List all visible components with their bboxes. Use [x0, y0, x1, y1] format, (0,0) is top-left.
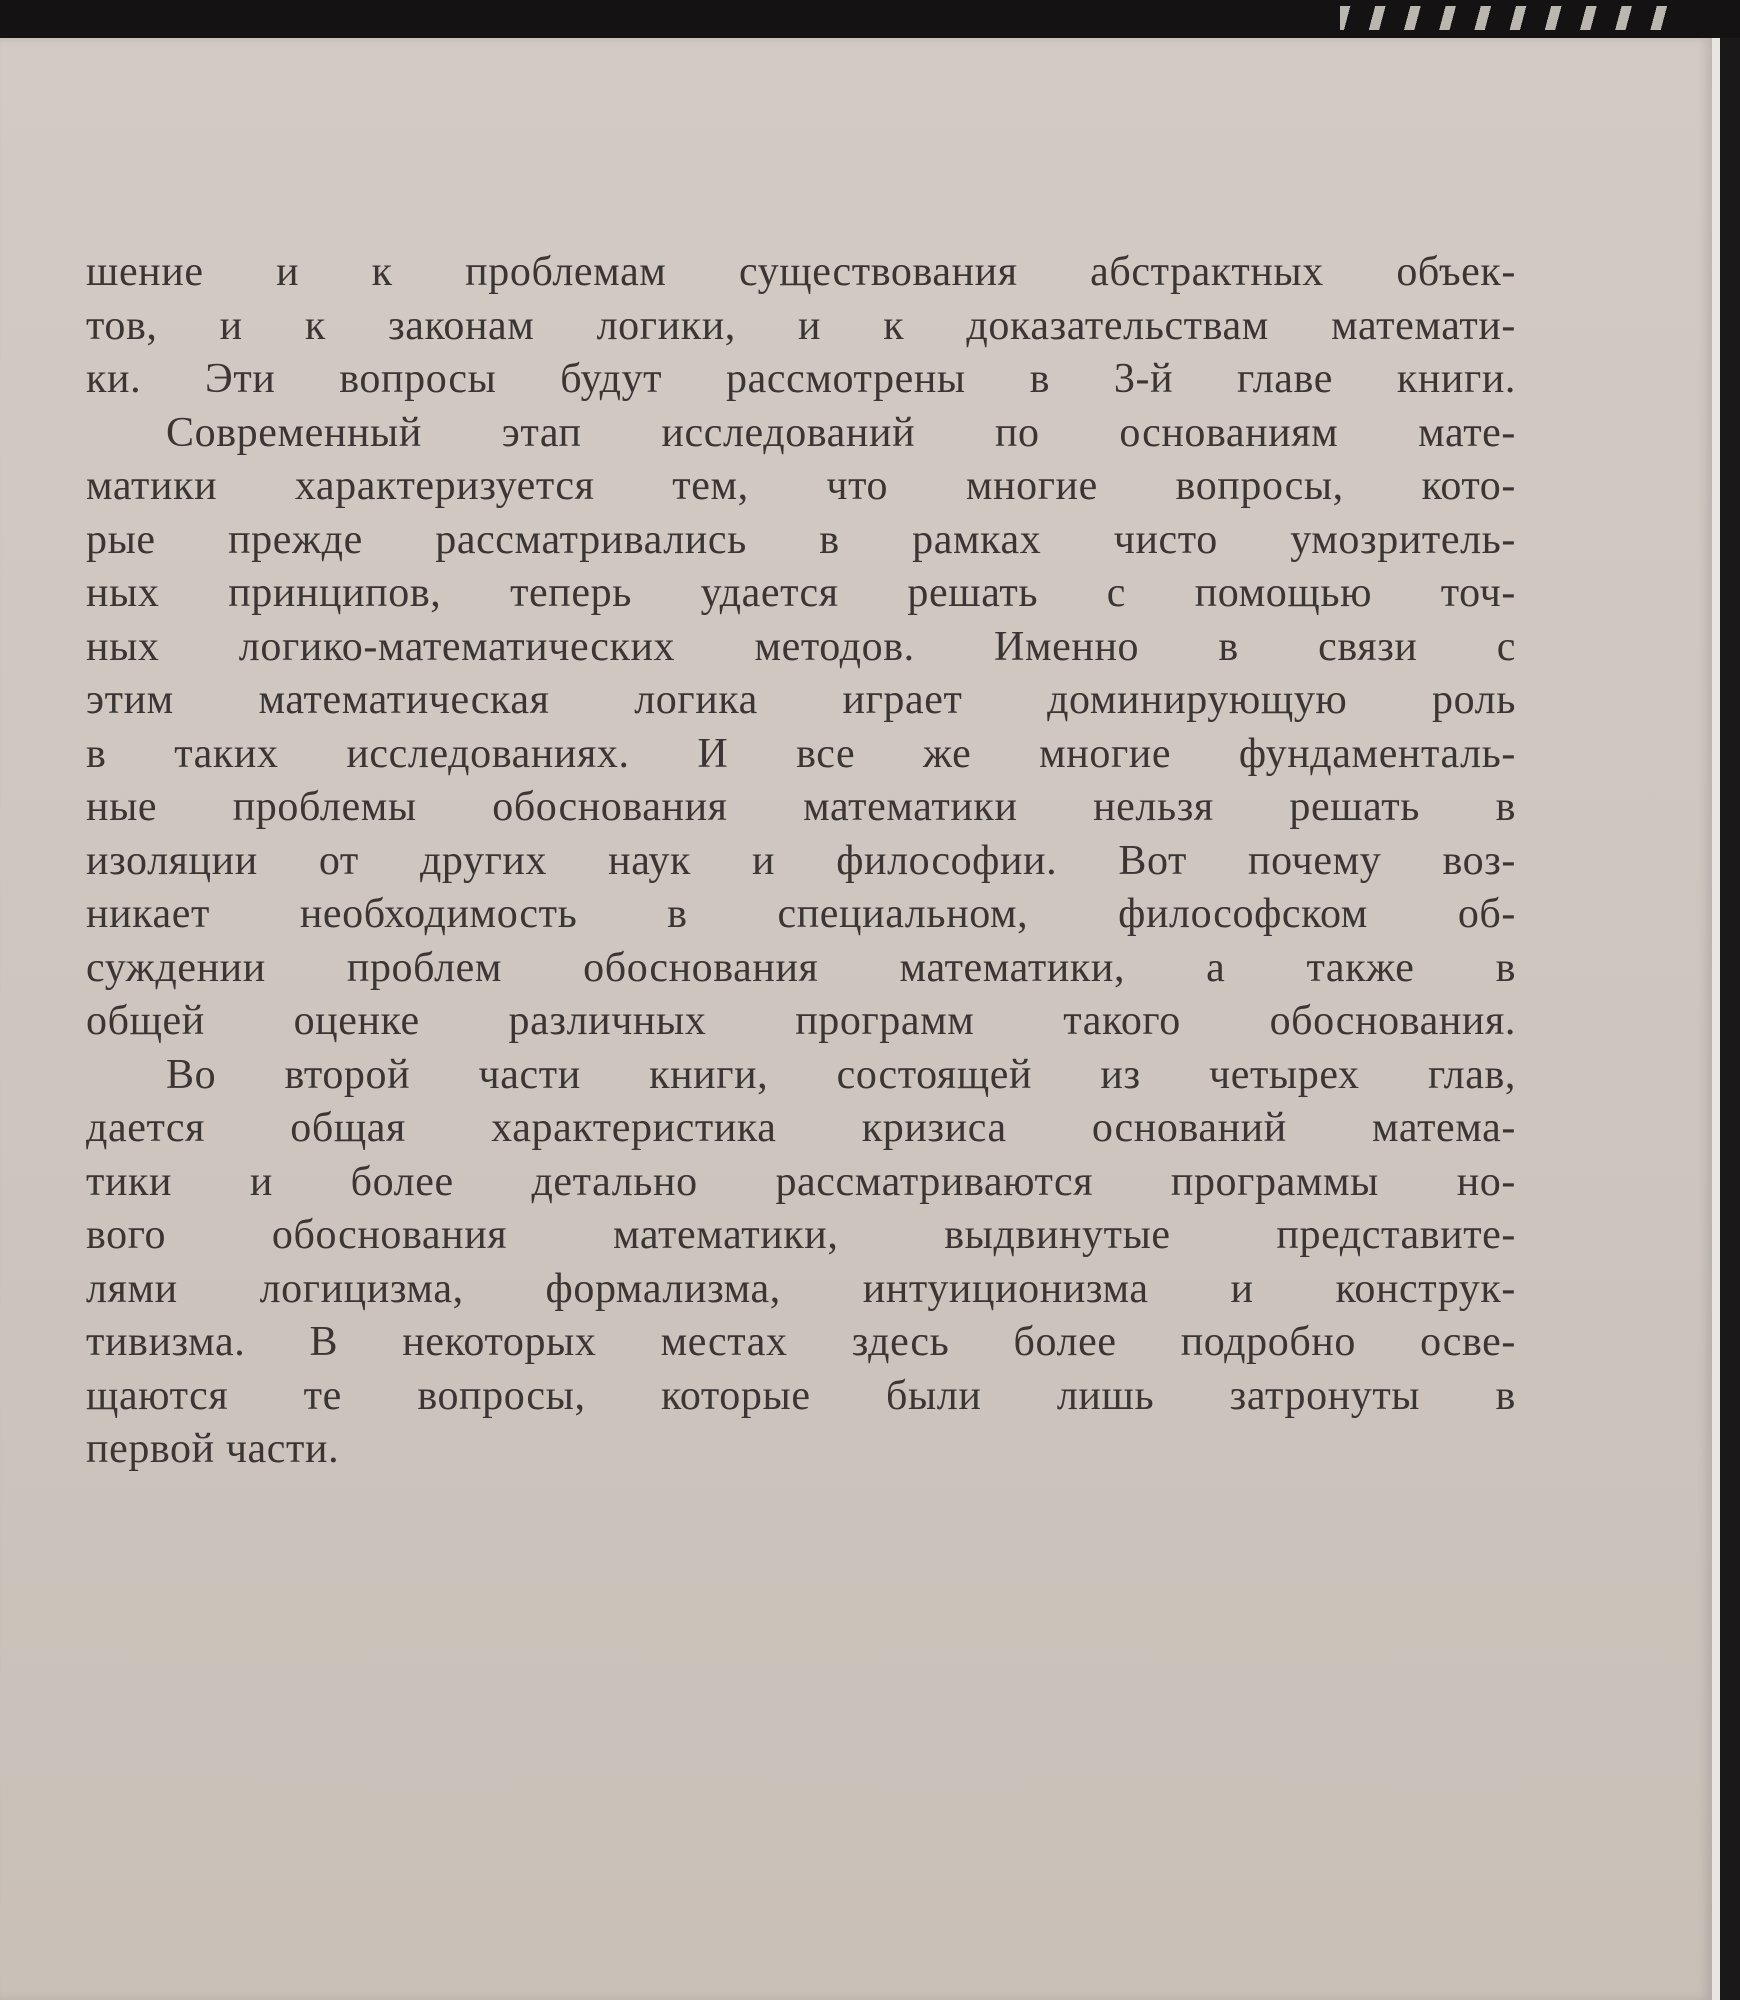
scan-top-edge — [0, 0, 1740, 40]
text-line: в таких исследованиях. И все же многие фундаменталь- — [86, 730, 1516, 777]
paragraph-2 — [86, 407, 1516, 1049]
text-line: лями логицизма, формализма, интуиционизма и конструк- — [86, 1265, 1516, 1312]
text-line: рые прежде рассматривались в рамках чисто умозритель- — [86, 516, 1516, 563]
text-line: тики и более детально рассматриваются программы но- — [86, 1158, 1516, 1205]
text-line: суждении проблем обоснования математики, а также в — [86, 944, 1516, 991]
text-line: Современный этап исследований по основаниям мате- — [166, 409, 1516, 456]
text-line: первой части. — [86, 1426, 340, 1472]
scan-right-edge — [1712, 38, 1740, 2000]
text-line: дается общая характеристика кризиса оснований матема- — [86, 1105, 1516, 1151]
text-line: вого обоснования математики, выдвинутые представите- — [86, 1212, 1516, 1258]
scan-edge-artifact — [1340, 6, 1670, 30]
text-line: ных логико-математических методов. Именно в связи с — [86, 623, 1516, 670]
text-line: тов, и к законам логики, и к доказательствам математи- — [86, 302, 1516, 349]
text-line: никает необходимость в специальном, философском об- — [86, 891, 1516, 937]
book-page — [0, 38, 1712, 2000]
text-line: шение и к проблемам существования абстрактных объек- — [86, 249, 1516, 295]
text-line: Во второй части книги, состоящей из четырех глав, — [166, 1051, 1516, 1098]
text-line: общей оценке различных программ такого обоснования. — [86, 998, 1516, 1044]
paragraph-3 — [86, 1049, 1516, 1477]
text-line: ных принципов, теперь удается решать с помощью точ- — [86, 570, 1516, 616]
paragraph-1 — [86, 246, 1516, 407]
text-line: тивизма. В некоторых местах здесь более подробно осве- — [86, 1319, 1516, 1365]
text-line: матики характеризуется тем, что многие вопросы, кото- — [86, 463, 1516, 509]
text-line: ные проблемы обоснования математики нельзя решать в — [86, 784, 1516, 830]
page-body-text — [86, 246, 1516, 1477]
text-line: изоляции от других наук и философии. Вот почему воз- — [86, 837, 1516, 884]
text-line: щаются те вопросы, которые были лишь затронуты в — [86, 1372, 1516, 1419]
text-line: этим математическая логика играет доминирующую роль — [86, 677, 1516, 723]
text-line: ки. Эти вопросы будут рассмотрены в 3-й главе книги. — [86, 356, 1516, 402]
